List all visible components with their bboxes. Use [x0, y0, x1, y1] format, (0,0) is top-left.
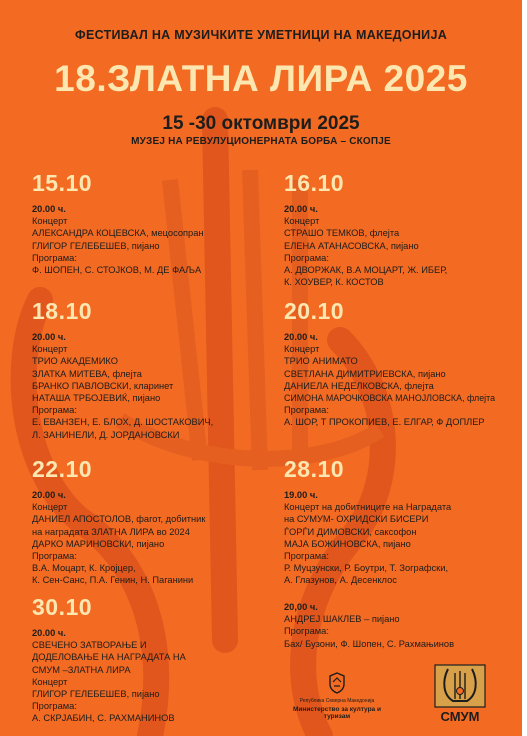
event-line: Програма:	[284, 252, 329, 263]
event-line: МАЈА БОЖИНОВСКА, пијано	[284, 538, 411, 549]
event-16-10	[284, 170, 447, 288]
smum-logo	[431, 661, 489, 725]
event-line: В.А. Моцарт, К. Кројцер,	[32, 563, 136, 574]
event-line: Р. Муцзунски, Р. Боутри, Т. Зографски,	[284, 563, 449, 574]
event-line: СМУМ –ЗЛАТНА ЛИРА	[32, 664, 131, 675]
event-line: А. СКРЈАБИН, С. РАХМАНИНОВ	[32, 713, 175, 724]
event-line: на СУМУМ- ОХРИДСКИ БИСЕРИ	[284, 514, 429, 525]
event-line: Концерт	[32, 216, 68, 227]
event-line: ГЛИГОР ГЕЛЕБЕШЕВ, пијано	[32, 689, 160, 700]
event-30-10	[32, 594, 186, 725]
event-line: Л. ЗАНИНЕЛИ, Д. ЈОРДАНОВСКИ	[32, 429, 180, 440]
event-28-10	[284, 456, 451, 587]
event-line: БРАНКО ПАВЛОВСКИ, кларинет	[32, 380, 174, 391]
event-date: 20.10	[284, 298, 345, 324]
event-line: НАТАША ТРБОЈЕВИЌ, пијано	[32, 393, 161, 404]
page-title: 18.ЗЛАТНА ЛИРА 2025	[54, 58, 468, 99]
event-line: Програма:	[32, 701, 77, 712]
event-time: 19.00 ч.	[284, 490, 318, 500]
event-date: 16.10	[284, 170, 345, 196]
event-line: Концерт	[32, 344, 68, 355]
event-line: ДОДЕЛОВАЊЕ НА НАГРАДАТА НА	[32, 652, 186, 663]
event-line: Концерт	[284, 344, 320, 355]
event-line: Програма:	[284, 405, 329, 416]
event-line: ТРИО АНИМАТО	[284, 356, 358, 367]
event-18-10	[32, 298, 213, 441]
smum-lyre-icon	[431, 661, 489, 709]
event-line: СТРАШО ТЕМКОВ, флејта	[284, 228, 400, 239]
event-line: Концерт	[284, 216, 320, 227]
event-line: А. Глазунов, А. Десенклос	[284, 575, 397, 586]
event-line: ЃОРЃИ ДИМОВСКИ, саксофон	[284, 526, 417, 537]
event-line: Концерт на добитниците на Наградата	[284, 502, 452, 513]
event-20-10	[284, 298, 495, 429]
event-line: Концерт	[32, 502, 68, 513]
event-line: К. ХОУВЕР, К. КОСТОВ	[284, 277, 384, 288]
event-22-10	[32, 456, 205, 587]
event-line: Концерт	[32, 676, 68, 687]
event-line: Е. ЕВАНЗЕН, Е. БЛОХ, Д. ШОСТАКОВИЧ,	[32, 417, 214, 428]
event-line: ЕЛЕНА АТАНАСОВСКА, пијано	[284, 240, 419, 251]
festival-name: ФЕСТИВАЛ НА МУЗИЧКИТЕ УМЕТНИЦИ НА МАКЕДОНИЈА	[74, 28, 448, 42]
event-line: Програма:	[32, 405, 77, 416]
event-line: ДАНИЕЛА НЕДЕЛКОВСКА, флејта	[284, 380, 434, 391]
event-line: Програма:	[284, 626, 329, 637]
event-date: 15.10	[32, 170, 93, 196]
event-line: АНДРЕЈ ШАКЛЕВ – пијано	[284, 614, 400, 625]
event-date: 30.10	[32, 594, 93, 620]
smum-label: СМУМ	[440, 709, 480, 724]
page-border	[522, 0, 527, 736]
event-date: 22.10	[32, 456, 93, 482]
event-line: на наградата ЗЛАТНА ЛИРА во 2024	[32, 526, 190, 537]
event-line: ДАНИЕЛ АПОСТОЛОВ, фагот, добитник	[32, 514, 206, 525]
event-time: 20,00 ч.	[284, 602, 318, 612]
event-date: 18.10	[32, 298, 93, 324]
event-line: А. ДВОРЖАК, В.А МОЦАРТ, Ж. ИБЕР,	[284, 265, 448, 276]
venue: МУЗЕЈ НА РЕВУЛУЦИОНЕРНАТА БОРБА – СКОПЈЕ	[131, 136, 391, 147]
event-line: СВЕЧЕНО ЗАТВОРАЊЕ И	[32, 640, 147, 651]
event-time: 20.00 ч.	[32, 628, 66, 638]
event-line: ДАРКО МАРИНОВСКИ, пијано	[32, 538, 165, 549]
event-line: А. ШОР, Т ПРОКОПИЕВ, Е. ЕЛГАР, Ф ДОПЛЕР	[284, 417, 485, 428]
event-line: Програма:	[32, 551, 77, 562]
event-line: ГЛИГОР ГЕЛЕБЕШЕВ, пијано	[32, 240, 160, 251]
event-line: ЗЛАТКА МИТЕВА, флејта	[32, 368, 142, 379]
event-time: 20.00 ч.	[32, 490, 66, 500]
event-15-10	[32, 170, 204, 276]
event-line: Програма:	[284, 551, 329, 562]
event-line: Бах/ Бузони, Ф. Шопен, С. Рахмањинов	[284, 638, 455, 649]
festival-dates: 15 -30 октомври 2025	[162, 113, 360, 134]
event-line: СИМОНА МАРОЧКОВСКА МАНОЈЛОВСКА, флејта	[284, 393, 496, 404]
event-line: Програма:	[32, 252, 77, 263]
event-line: СВЕТЛАНА ДИМИТРИЕВСКА, пијано	[284, 368, 446, 379]
coat-of-arms-icon	[328, 672, 346, 694]
event-date: 28.10	[284, 456, 345, 482]
event-line: Ф. ШОПЕН, С. СТОЈКОВ, М. ДЕ ФАЉА	[32, 265, 202, 276]
event-time: 20.00 ч.	[284, 204, 318, 214]
ministry-country: Република Северна Македонија	[299, 698, 375, 704]
event-line: АЛЕКСАНДРА КОЦЕВСКА, мецосопран	[32, 228, 204, 239]
event-line: К. Сен-Санс, П.А. Генин, Н. Паганини	[32, 575, 194, 586]
event-30-10-second	[284, 601, 454, 650]
ministry-name: Министерство за култура и туризам	[293, 706, 381, 720]
ministry-logo	[282, 672, 392, 722]
event-line: ТРИО АКАДЕМИКО	[32, 356, 118, 367]
event-time: 20.00 ч.	[284, 332, 318, 342]
event-time: 20.00 ч.	[32, 204, 66, 214]
event-time: 20.00 ч.	[32, 332, 66, 342]
